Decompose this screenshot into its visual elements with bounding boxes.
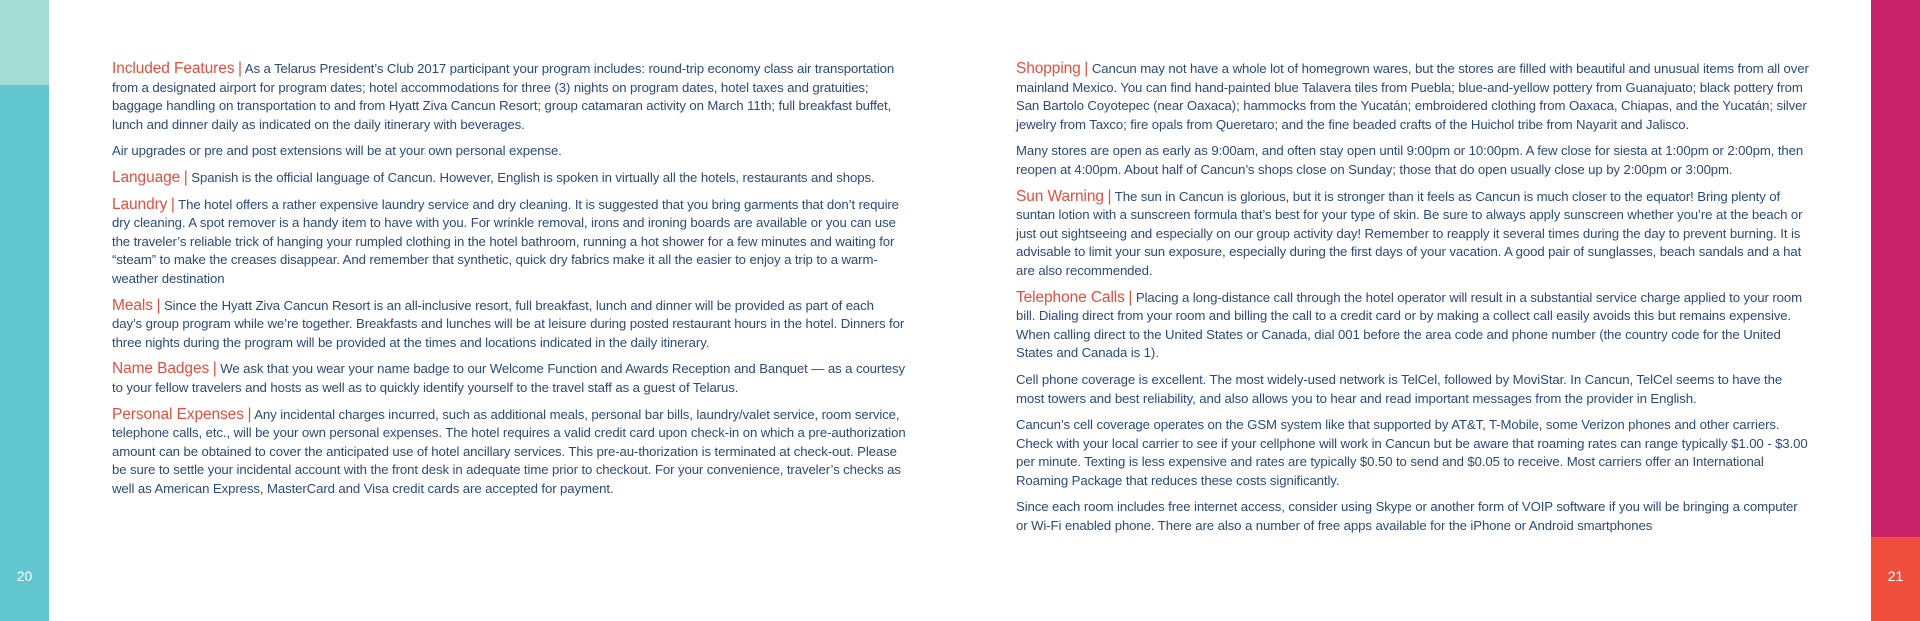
heading-separator: |: [1084, 60, 1089, 77]
section-body: Placing a long-distance call through the hotel operator will result in a substantial service charge applied to your room bill. Dialing direct from your room and billing the call to a credit card or by making a collect call easily avoids this but remains expensive. When calling direct to the United States or Canada, dial 001 before the area code and phone number (the country code for the United States and Canada is 1).: [1016, 289, 1802, 361]
heading-separator: |: [237, 60, 242, 77]
section-body: The hotel offers a rather expensive laundry service and dry cleaning. It is suggested that you bring garments that don’t require dry cleaning. A spot remover is a handy item to have with you. For wrinkle removal, irons and ironing boards are available or you can use the traveler’s reliable trick of hanging your rumpled clothing in the hotel bathroom, running a hot shower for a few minutes and waiting for “steam” to make the creases disappear. And remember that synthetic, quick dry fabrics make it all the easier to enjoy a trip to a warm-weather destination: [112, 196, 899, 286]
section-heading: Meals: [112, 296, 153, 314]
section-body: Spanish is the official language of Cancun. However, English is spoken in virtually all the hotels, restaurants and shops.: [191, 169, 875, 185]
section-heading: Sun Warning: [1016, 187, 1104, 205]
section-shopping: [1016, 60, 1812, 134]
heading-separator: |: [212, 360, 217, 378]
section-body: Since the Hyatt Ziva Cancun Resort is an all-inclusive resort, full breakfast, lunch and dinner will be provided as part of each day’s group program while we’re together. Breakfasts and lunches will be at leisure during posted restaurant hours in the hotel. Dinners for three nights during the program will be provided at the times and locations indicated in the daily itinerary.: [112, 297, 905, 350]
section-heading: Laundry: [112, 195, 168, 213]
section-body: Cancun may not have a whole lot of homegrown wares, but the stores are filled with beautiful and unusual items from all over mainland Mexico. You can find hand-painted blue Talavera tiles from Puebla; blue-and-yellow pottery from Guanajuato; black pottery from San Bartolo Coyotepec (near Oaxaca); hammocks from the Yucatán; embroidered clothing from Oaxaca, Chiapas, and the Yucatán; silver jewelry from Taxco; fire opals from Queretaro; and the fine beaded crafts of the Huichol tribe from Nayarit and Jalisco.: [1016, 61, 1809, 132]
left-column: [112, 60, 907, 506]
section-heading: Name Badges: [112, 360, 210, 378]
section-heading: Shopping: [1016, 60, 1081, 77]
heading-separator: |: [183, 168, 188, 186]
page-number-left: 20: [16, 568, 33, 584]
section-name-badges: [112, 360, 907, 397]
heading-separator: |: [170, 195, 175, 213]
left-accent-band: [0, 85, 49, 621]
section-sun-warning: [1016, 188, 1812, 281]
left-accent-band-top: [0, 0, 49, 85]
section-body: Any incidental charges incurred, such as additional meals, personal bar bills, laundry/valet service, room service, telephone calls, etc., will be your own personal expenses. The hotel requires a valid credit card upon check-in on which a pre-authorization amount can be obtained to cover the anticipated use of hotel ancillary services. This pre-au-thorization is terminated at check-out. Please be sure to settle your incidental account with the front desk in adequate time prior to checkout. For your convenience, traveler’s checks as well as American Express, MasterCard and Visa credit cards are accepted for payment.: [112, 406, 906, 496]
section-paragraph: Cancun’s cell coverage operates on the GSM system like that supported by AT&T, T-Mobile, some Verizon phones and other carriers. Check with your local carrier to see if your cellphone will work in Cancun but be aware that roaming rates can range typically $1.00 - $3.00 per minute. Texting is less expensive and rates are typically $0.50 to send and $0.05 to receive. Most carriers offer an International Roaming Package that reduces these costs significantly.: [1016, 417, 1808, 488]
section-laundry: [112, 196, 907, 289]
section-paragraph: Many stores are open as early as 9:00am, and often stay open until 9:00pm or 10:00pm. A few close for siesta at 1:00pm or 2:00pm, then reopen at 4:00pm. About half of Cancun’s shops close on Sunday; those that do open usually close up by 2:00pm or 3:00pm.: [1016, 143, 1804, 177]
section-included-features: [112, 60, 907, 134]
section-body: The sun in Cancun is glorious, but it is stronger than it feels as Cancun is much closer to the equator! Bring plenty of suntan lotion with a sunscreen formula that’s best for your type of skin. Be sure to always apply sunscreen whether you’re at the beach or just out sightseeing and especially on our group activity day! Remember to reapply it several times during the day to prevent burning. It is advisable to limit your sun exposure, especially during the first days of your vacation. A good pair of sunglasses, beach sandals and a hat are also recommended.: [1016, 188, 1803, 278]
right-column: [1016, 60, 1812, 544]
section-heading: Personal Expenses: [112, 405, 244, 423]
heading-separator: |: [156, 296, 161, 314]
section-heading: Telephone Calls: [1016, 288, 1125, 306]
section-telephone-calls: [1016, 289, 1812, 363]
section-paragraph: Since each room includes free internet access, consider using Skype or another form of VOIP software if you will be bringing a computer or Wi-Fi enabled phone. There are also a number of free apps available for the iPhone or Android smartphones: [1016, 499, 1798, 534]
heading-separator: |: [247, 405, 252, 423]
section-heading: Language: [112, 168, 181, 186]
section-language: [112, 169, 907, 188]
section-paragraph: Air upgrades or pre and post extensions will be at your own personal expense.: [112, 143, 562, 159]
section-personal-expenses: [112, 406, 907, 499]
section-meals: [112, 297, 907, 353]
heading-separator: |: [1107, 187, 1112, 205]
page-number-right: 21: [1887, 568, 1904, 584]
section-heading: Included Features: [112, 60, 235, 77]
section-body: As a Telarus President’s Club 2017 participant your program includes: round-trip economy class air transportation from a designated airport for program dates; hotel accommodations for three (3) nights on program dates, hotel taxes and gratuities; baggage handling on transportation to and from Hyatt Ziva Cancun Resort; group catamaran activity on March 11th; full breakfast buffet, lunch and dinner daily as indicated on the daily itinerary with beverages.: [112, 61, 895, 132]
heading-separator: |: [1128, 288, 1133, 306]
section-body: We ask that you wear your name badge to our Welcome Function and Awards Reception and Banquet — as a courtesy to your fellow travelers and hosts as well as to quickly identify yourself to the travel staff as a guest of Telarus.: [112, 361, 905, 395]
section-paragraph: Cell phone coverage is excellent. The most widely-used network is TelCel, followed by MoviStar. In Cancun, TelCel seems to have the most towers and best reliability, and also allows you to hear and read important messages from the provider in English.: [1016, 371, 1783, 406]
right-accent-band-top: [1871, 0, 1920, 537]
